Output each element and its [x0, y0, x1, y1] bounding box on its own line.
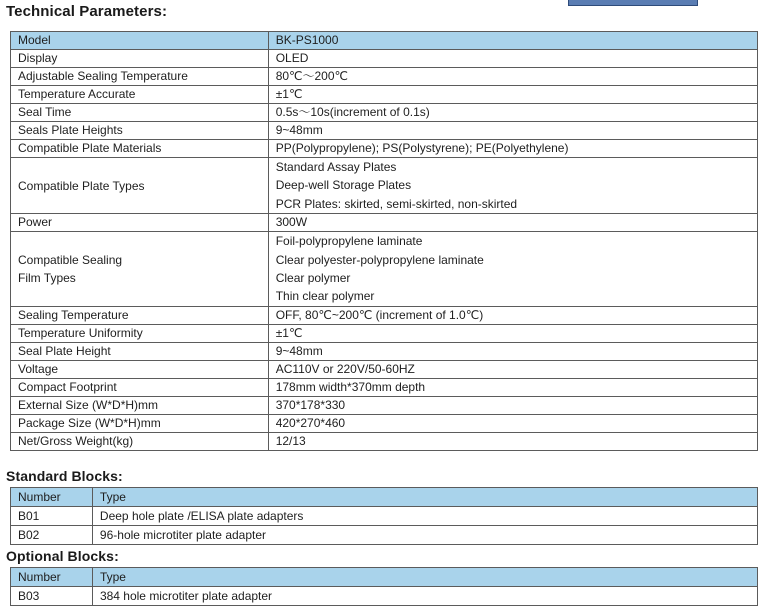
block-type: 384 hole microtiter plate adapter: [92, 587, 757, 606]
technical-parameters-heading: Technical Parameters:: [6, 3, 168, 20]
parameter-label-line: Compatible Sealing: [18, 252, 123, 267]
block-number: B02: [11, 526, 93, 545]
parameter-value: [268, 378, 757, 396]
parameter-value-line: Deep-well Storage Plates: [275, 178, 412, 193]
parameter-value-line: ±1℃: [275, 325, 303, 340]
parameter-label-line: External Size (W*D*H)mm: [18, 397, 159, 412]
parameter-label: [11, 140, 269, 158]
parameter-value-line: 80℃～200℃: [275, 69, 349, 83]
parameter-label-line: Voltage: [18, 361, 59, 376]
table-row: [11, 526, 758, 545]
optional-blocks-table: [10, 567, 758, 606]
parameter-label: [11, 86, 269, 104]
parameter-value: [268, 214, 757, 232]
parameter-value: [268, 360, 757, 378]
parameter-label-line: Seals Plate Heights: [18, 123, 123, 137]
table-row: [11, 86, 758, 104]
table-row: [11, 587, 758, 606]
header-number: Number: [11, 488, 93, 507]
table-row: [11, 158, 758, 214]
parameter-value: [268, 104, 757, 122]
table-row: [11, 50, 758, 68]
table-header-row: [11, 32, 758, 50]
parameter-value: [268, 50, 757, 68]
parameter-value-line: 420*270*460: [275, 415, 346, 430]
parameter-label: [11, 122, 269, 140]
parameter-value: [268, 432, 757, 450]
parameter-label: [11, 396, 269, 414]
parameter-value-line: 300W: [275, 215, 308, 230]
table-row: [11, 414, 758, 432]
top-image-fragment: [568, 0, 698, 6]
table-row: [11, 378, 758, 396]
table-row: [11, 507, 758, 526]
header-model-label: Model: [11, 32, 269, 50]
parameter-value-line: 9~48mm: [275, 123, 323, 137]
table-row: [11, 324, 758, 342]
parameter-label: [11, 158, 269, 214]
parameter-value: [268, 140, 757, 158]
parameter-value-line: AC110V or 220V/50-60HZ: [275, 361, 415, 376]
parameter-label-line: Film Types: [18, 270, 76, 285]
table-row: [11, 68, 758, 86]
parameter-label: [11, 360, 269, 378]
block-type: Deep hole plate /ELISA plate adapters: [92, 507, 757, 526]
table-row: [11, 232, 758, 307]
table-row: [11, 140, 758, 158]
table-header-row: [11, 568, 758, 587]
parameter-value-line: 178mm width*370mm depth: [275, 379, 426, 394]
parameter-value: [268, 68, 757, 86]
table-header-row: [11, 488, 758, 507]
parameter-label: [11, 414, 269, 432]
parameter-label: [11, 232, 269, 307]
parameter-label-line: Net/Gross Weight(kg): [18, 433, 134, 448]
parameter-label: [11, 68, 269, 86]
header-type: Type: [92, 568, 757, 587]
parameter-label: [11, 104, 269, 122]
table-row: [11, 306, 758, 324]
parameter-label: [11, 432, 269, 450]
block-number: B03: [11, 587, 93, 606]
parameter-label-line: Compatible Plate Types: [18, 178, 145, 193]
parameter-value-line: 0.5s～10s(increment of 0.1s): [275, 105, 430, 119]
parameter-value: [268, 158, 757, 214]
parameter-value: [268, 306, 757, 324]
header-type: Type: [92, 488, 757, 507]
parameter-value: [268, 342, 757, 360]
table-row: [11, 342, 758, 360]
parameter-value: [268, 122, 757, 140]
table-row: [11, 360, 758, 378]
parameter-label-line: Display: [18, 51, 58, 65]
parameter-value-line: PP(Polypropylene); PS(Polystyrene); PE(Polyethylene): [275, 141, 569, 155]
parameter-label-line: Seal Plate Height: [18, 343, 111, 358]
parameter-label-line: Seal Time: [18, 105, 72, 119]
parameter-value-line: Thin clear polymer: [275, 289, 375, 304]
table-row: [11, 432, 758, 450]
parameter-label: [11, 342, 269, 360]
parameter-label-line: Compatible Plate Materials: [18, 141, 162, 155]
parameter-label: [11, 378, 269, 396]
parameter-label-line: Adjustable Sealing Temperature: [18, 69, 188, 83]
parameter-label: [11, 324, 269, 342]
table-row: [11, 214, 758, 232]
standard-blocks-table: [10, 487, 758, 545]
parameter-label: [11, 214, 269, 232]
parameter-value: [268, 324, 757, 342]
header-model-value: BK-PS1000: [268, 32, 757, 50]
block-type: 96-hole microtiter plate adapter: [92, 526, 757, 545]
parameter-value-line: Standard Assay Plates: [275, 160, 397, 174]
parameter-value-line: 12/13: [275, 433, 306, 448]
technical-parameters-body: [11, 50, 758, 451]
table-row: [11, 122, 758, 140]
header-number: Number: [11, 568, 93, 587]
parameter-value-line: Clear polyester-polypropylene laminate: [275, 252, 484, 267]
parameter-value-line: Foil-polypropylene laminate: [275, 234, 423, 249]
parameter-label: [11, 50, 269, 68]
optional-blocks-heading: Optional Blocks:: [6, 548, 119, 564]
parameter-value: [268, 414, 757, 432]
parameter-value-line: 370*178*330: [275, 397, 346, 412]
standard-blocks-heading: Standard Blocks:: [6, 468, 123, 484]
parameter-label-line: Power: [18, 215, 53, 230]
parameter-value-line: OLED: [275, 51, 309, 65]
block-number: B01: [11, 507, 93, 526]
parameter-value: [268, 396, 757, 414]
parameter-value-line: OFF, 80℃~200℃ (increment of 1.0℃): [275, 307, 484, 322]
parameter-label-line: Sealing Temperature: [18, 307, 129, 322]
parameter-value-line: PCR Plates: skirted, semi-skirted, non-skirted: [275, 196, 518, 211]
parameter-value: [268, 232, 757, 307]
table-row: [11, 104, 758, 122]
table-row: [11, 396, 758, 414]
parameter-label-line: Temperature Uniformity: [18, 325, 143, 340]
parameter-value: [268, 86, 757, 104]
parameter-value-line: Clear polymer: [275, 270, 351, 285]
technical-parameters-table: [10, 31, 758, 451]
parameter-value-line: ±1℃: [275, 87, 303, 101]
parameter-label-line: Package Size (W*D*H)mm: [18, 415, 161, 430]
parameter-label-line: Compact Footprint: [18, 379, 117, 394]
parameter-value-line: 9~48mm: [275, 343, 323, 358]
parameter-label-line: Temperature Accurate: [18, 87, 136, 101]
parameter-label: [11, 306, 269, 324]
